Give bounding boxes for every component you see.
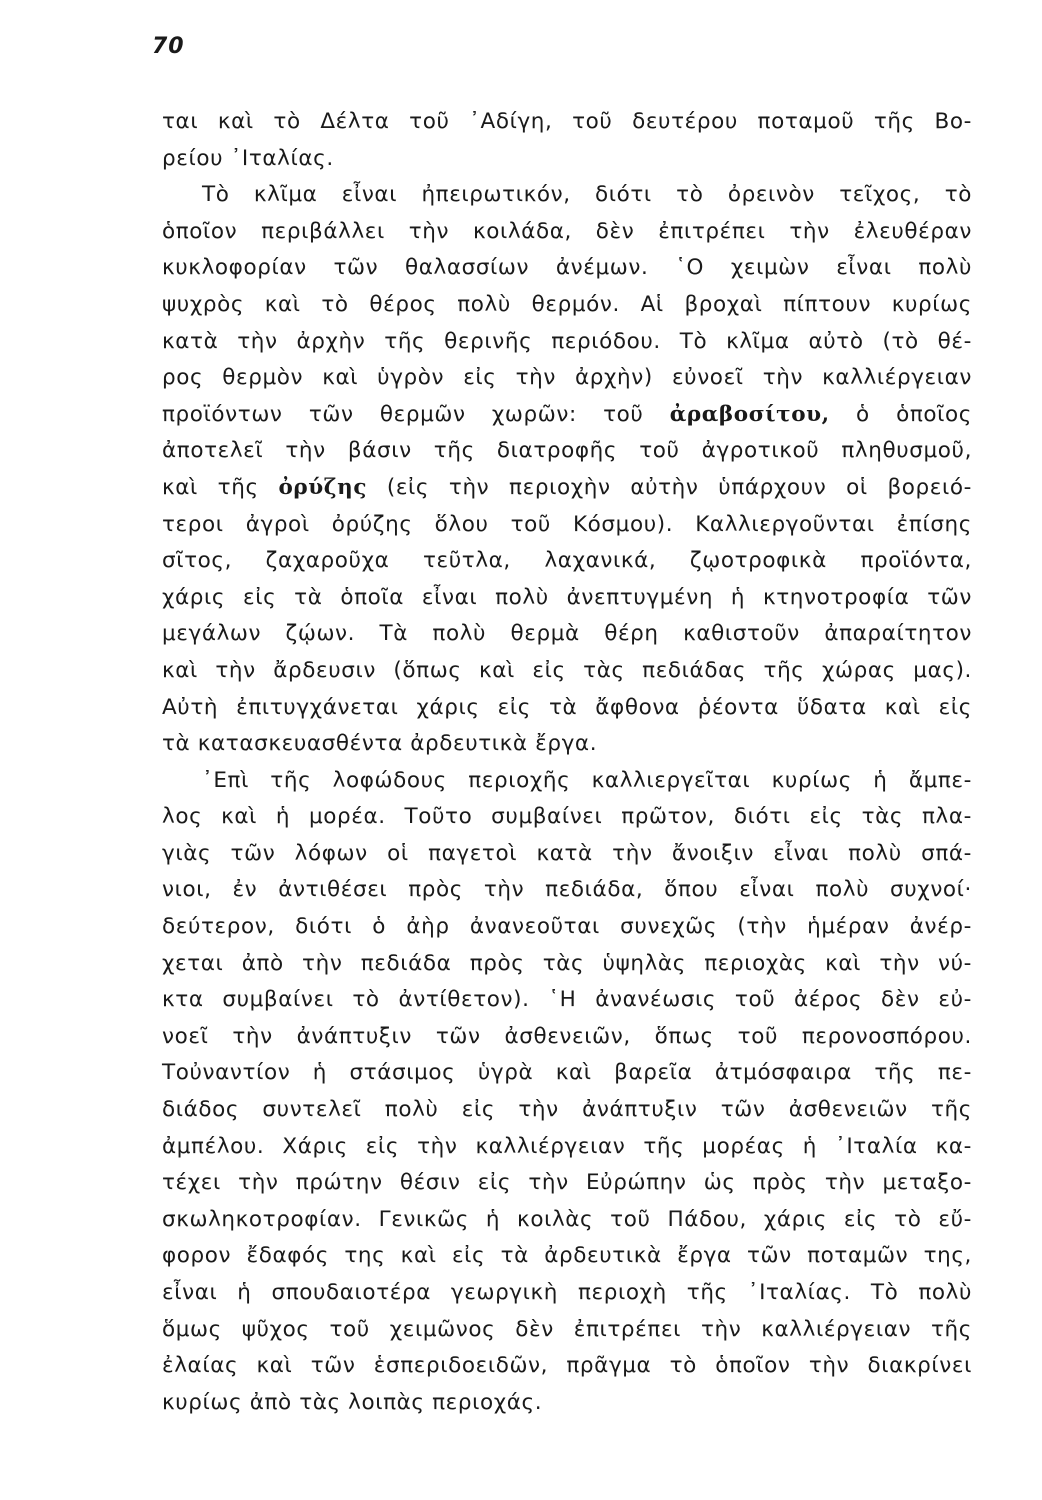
text-line: μεγάλων ζῴων. Τὰ πολὺ θερμὰ θέρη καθιστοῦν ἀπαραίτητον bbox=[162, 621, 972, 647]
text-line: δεύτερον, διότι ὁ ἀὴρ ἀνανεοῦται συνεχῶς (τὴν ἡμέραν ἀνέρ- bbox=[162, 914, 972, 940]
text-line: κυρίως ἀπὸ τὰς λοιπὰς περιοχάς. bbox=[162, 1389, 543, 1415]
text-line: καὶ τὴν ἄρδευσιν (ὅπως καὶ εἰς τὰς πεδιάδας τῆς χώρας μας). bbox=[162, 657, 972, 683]
text-line: ᾿Επὶ τῆς λοφώδους περιοχῆς καλλιεργεῖται κυρίως ἡ ἄμπε- bbox=[202, 767, 972, 793]
page-number: 70 bbox=[152, 34, 185, 59]
text-segment: ὁ ὁποῖος bbox=[829, 401, 972, 427]
bold-term-maize: ἀραβοσίτου, bbox=[669, 401, 830, 427]
text-line: χάρις εἰς τὰ ὁποῖα εἶναι πολὺ ἀνεπτυγμένη ἡ κτηνοτροφία τῶν bbox=[162, 584, 972, 610]
text-line: τὰ κατασκευασθέντα ἀρδευτικὰ ἔργα. bbox=[162, 731, 598, 757]
text-line: τέχει τὴν πρώτην θέσιν εἰς τὴν Εὐρώπην ὡς πρὸς τὴν μεταξο- bbox=[162, 1170, 972, 1196]
text-segment: (εἰς τὴν περιοχὴν αὐτὴν ὑπάρχουν οἱ βορειό- bbox=[367, 474, 972, 500]
text-line: σκωληκοτροφίαν. Γενικῶς ἡ κοιλὰς τοῦ Πάδου, χάρις εἰς τὸ εὔ- bbox=[162, 1206, 972, 1232]
text-line: γιὰς τῶν λόφων οἱ παγετοὶ κατὰ τὴν ἄνοιξιν εἶναι πολὺ σπά- bbox=[162, 840, 972, 866]
text-line: ται καὶ τὸ Δέλτα τοῦ ᾿Αδίγη, τοῦ δευτέρου ποταμοῦ τῆς Βο- bbox=[162, 109, 972, 134]
text-line: διάδος συντελεῖ πολὺ εἰς τὴν ἀνάπτυξιν τῶν ἀσθενειῶν τῆς bbox=[162, 1097, 972, 1123]
text-line: ἐλαίας καὶ τῶν ἑσπεριδοειδῶν, πρᾶγμα τὸ ὁποῖον τὴν διακρίνει bbox=[162, 1353, 972, 1379]
body-text bbox=[162, 104, 972, 1421]
bold-term-rice: ὀρύζης bbox=[278, 474, 368, 500]
text-line bbox=[162, 470, 972, 507]
text-line: ρος θερμὸν καὶ ὑγρὸν εἰς τὴν ἀρχὴν) εὐνοεῖ τὴν καλλιέργειαν bbox=[162, 365, 972, 391]
text-line: Τοὐναντίον ἡ στάσιμος ὑγρὰ καὶ βαρεῖα ἀτμόσφαιρα τῆς πε- bbox=[162, 1060, 972, 1086]
text-line: νοεῖ τὴν ἀνάπτυξιν τῶν ἀσθενειῶν, ὅπως τοῦ περονοσπόρου. bbox=[162, 1023, 972, 1049]
text-line: Αὐτὴ ἐπιτυγχάνεται χάρις εἰς τὰ ἄφθονα ῥέοντα ὕδατα καὶ εἰς bbox=[162, 694, 972, 720]
text-segment: καὶ τῆς bbox=[162, 474, 279, 500]
text-line: ὅμως ψῦχος τοῦ χειμῶνος δὲν ἐπιτρέπει τὴν καλλιέργειαν τῆς bbox=[162, 1316, 972, 1342]
text-segment: προϊόντων τῶν θερμῶν χωρῶν: τοῦ bbox=[162, 401, 670, 427]
text-line: ρείου ᾿Ιταλίας. bbox=[162, 145, 334, 171]
text-line: νιοι, ἐν ἀντιθέσει πρὸς τὴν πεδιάδα, ὅπου εἶναι πολὺ συχνοί· bbox=[162, 877, 972, 903]
text-line: ἀποτελεῖ τὴν βάσιν τῆς διατροφῆς τοῦ ἀγροτικοῦ πληθυσμοῦ, bbox=[162, 438, 972, 464]
text-line: Τὸ κλῖμα εἶναι ἠπειρωτικόν, διότι τὸ ὀρεινὸν τεῖχος, τὸ bbox=[202, 182, 972, 208]
text-line: σῖτος, ζαχαροῦχα τεῦτλα, λαχανικά, ζῳοτροφικὰ προϊόντα, bbox=[162, 548, 972, 574]
text-line: λος καὶ ἡ μορέα. Τοῦτο συμβαίνει πρῶτον, διότι εἰς τὰς πλα- bbox=[162, 804, 972, 830]
text-line: τεροι ἀγροὶ ὀρύζης ὅλου τοῦ Κόσμου). Καλλιεργοῦνται ἐπίσης bbox=[162, 511, 972, 537]
text-line: ὁποῖον περιβάλλει τὴν κοιλάδα, δὲν ἐπιτρέπει τὴν ἐλευθέραν bbox=[162, 218, 972, 244]
text-line: κτα συμβαίνει τὸ ἀντίθετον). ῾Η ἀνανέωσις τοῦ ἀέρος δὲν εὐ- bbox=[162, 987, 972, 1013]
text-line: χεται ἀπὸ τὴν πεδιάδα πρὸς τὰς ὑψηλὰς περιοχὰς καὶ τὴν νύ- bbox=[162, 950, 972, 976]
text-line: ἀμπέλου. Χάρις εἰς τὴν καλλιέργειαν τῆς μορέας ἡ ᾿Ιταλία κα- bbox=[162, 1133, 972, 1159]
text-line bbox=[162, 397, 972, 434]
text-line: φορον ἔδαφός της καὶ εἰς τὰ ἀρδευτικὰ ἔργα τῶν ποταμῶν της, bbox=[162, 1243, 972, 1269]
text-line: ψυχρὸς καὶ τὸ θέρος πολὺ θερμόν. Αἱ βροχαὶ πίπτουν κυρίως bbox=[162, 291, 972, 317]
text-line: κυκλοφορίαν τῶν θαλασσίων ἀνέμων. ῾Ο χειμὼν εἶναι πολὺ bbox=[162, 255, 972, 281]
text-line: εἶναι ἡ σπουδαιοτέρα γεωργικὴ περιοχὴ τῆς ᾿Ιταλίας. Τὸ πολὺ bbox=[162, 1280, 972, 1305]
text-line: κατὰ τὴν ἀρχὴν τῆς θερινῆς περιόδου. Τὸ κλῖμα αὐτὸ (τὸ θέ- bbox=[162, 328, 972, 354]
